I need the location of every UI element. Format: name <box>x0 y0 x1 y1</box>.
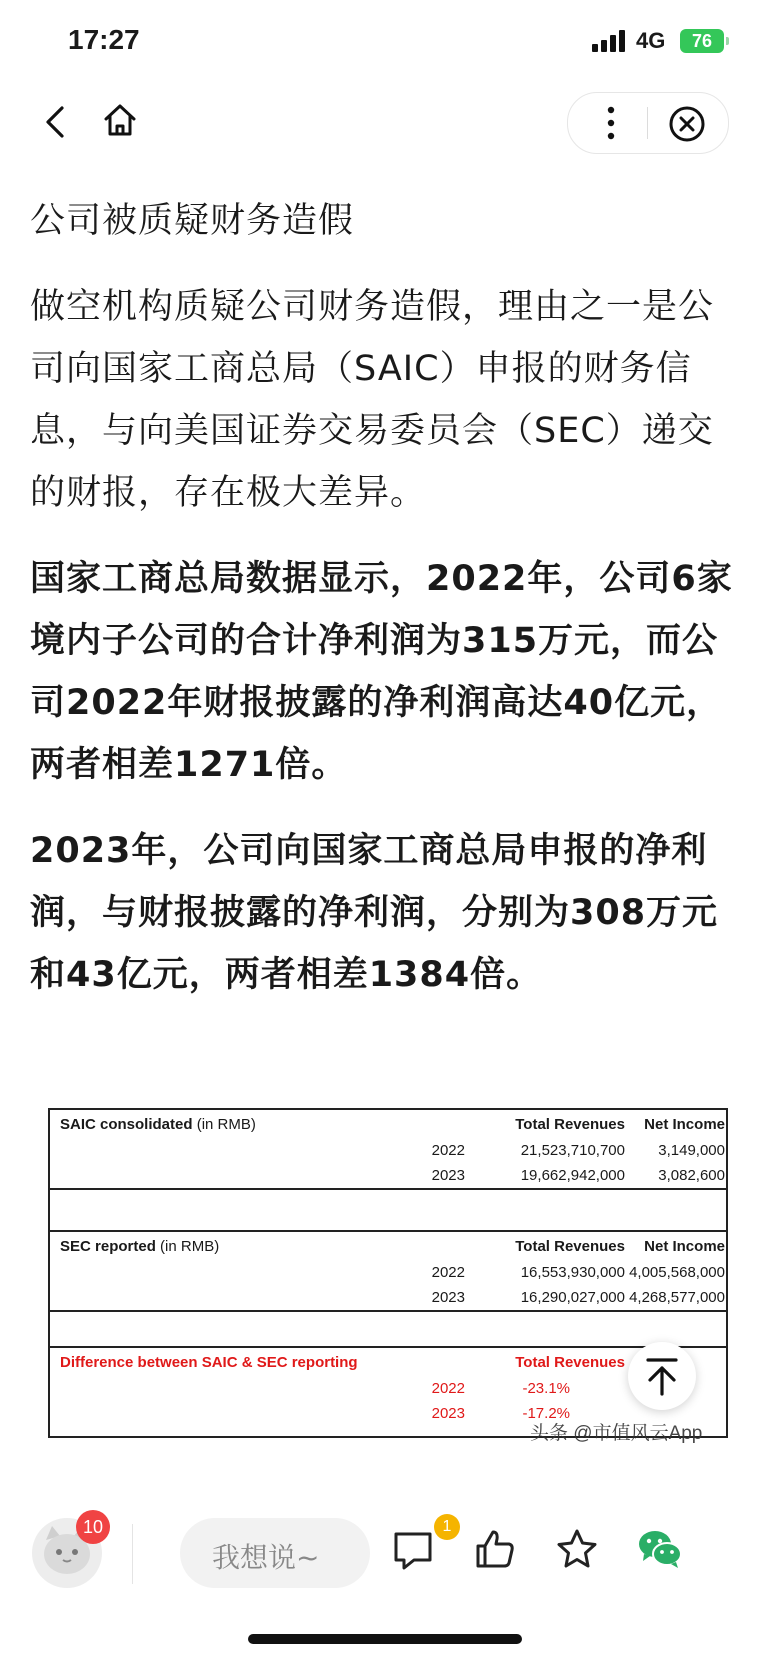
table-row <box>50 1260 726 1286</box>
table-spacer <box>50 1190 726 1232</box>
more-vertical-icon[interactable] <box>596 105 626 141</box>
net-income-cell: 4,005,568,000 <box>629 1264 725 1281</box>
status-time: 17:27 <box>68 24 140 55</box>
year-cell: 2023 <box>431 1167 465 1184</box>
revenue-diff-cell: -23.1% <box>522 1380 570 1397</box>
watermark: 头条 @市值风云App <box>530 1423 703 1444</box>
year-cell: 2023 <box>431 1405 465 1422</box>
article-body <box>30 190 738 1006</box>
input-placeholder: 我想说~ <box>212 1541 320 1574</box>
year-cell: 2023 <box>431 1289 465 1306</box>
table-row <box>50 1285 726 1311</box>
revenue-cell: 16,290,027,000 <box>520 1289 625 1306</box>
signal-icon <box>592 30 628 52</box>
table-row <box>50 1112 726 1138</box>
table-row <box>50 1376 726 1402</box>
revenue-cell: 19,662,942,000 <box>520 1167 625 1184</box>
star-icon[interactable] <box>554 1526 600 1572</box>
table-section-saic <box>50 1110 726 1190</box>
comment-input[interactable] <box>180 1518 370 1588</box>
mini-program-capsule <box>567 92 729 154</box>
divider <box>132 1524 133 1584</box>
section-label: Difference between SAIC & SEC reporting <box>60 1354 358 1371</box>
year-cell: 2022 <box>431 1380 465 1397</box>
revenue-cell: 21,523,710,700 <box>520 1142 625 1159</box>
close-circle-icon[interactable] <box>668 105 706 143</box>
column-header: Total Revenues <box>515 1238 625 1255</box>
wechat-icon[interactable] <box>636 1526 684 1572</box>
nav-bar <box>0 88 768 168</box>
net-income-cell: 3,149,000 <box>658 1142 725 1159</box>
column-header: Net Income <box>644 1238 725 1255</box>
year-cell: 2022 <box>431 1142 465 1159</box>
notification-badge: 10 <box>76 1510 110 1544</box>
bottom-action-bar <box>0 1510 768 1620</box>
column-header: Net Income <box>644 1116 725 1133</box>
table-row <box>50 1234 726 1260</box>
battery-level: 76 <box>691 31 713 51</box>
table-section-sec <box>50 1232 726 1312</box>
like-icon[interactable] <box>472 1526 518 1572</box>
paragraph-bold: 2023年，公司向国家工商总局申报的净利润，与财报披露的净利润，分别为308万元和43亿元，两者相差1384倍。 <box>30 831 719 995</box>
column-header: Total Revenues <box>515 1354 625 1371</box>
table-row <box>50 1163 726 1189</box>
arrow-up-icon <box>628 1342 696 1410</box>
capsule-divider <box>647 107 648 139</box>
comparison-table-image[interactable] <box>48 1108 728 1438</box>
revenue-diff-cell: -17.2% <box>522 1405 570 1422</box>
chevron-left-icon[interactable] <box>36 102 76 142</box>
paragraph-bold: 国家工商总局数据显示，2022年，公司6家境内子公司的合计净利润为315万元，而公司2022年财报披露的净利润高达40亿元，两者相差1271倍。 <box>30 559 733 785</box>
scroll-to-top-button[interactable] <box>628 1342 696 1410</box>
table-row <box>50 1138 726 1164</box>
section-label: SAIC consolidated (in RMB) <box>60 1116 256 1133</box>
section-label: SEC reported (in RMB) <box>60 1238 220 1255</box>
home-icon[interactable] <box>100 100 140 140</box>
table-row <box>50 1350 726 1376</box>
net-income-cell: 3,082,600 <box>658 1167 725 1184</box>
column-header: Total Revenues <box>515 1116 625 1133</box>
net-income-cell: 4,268,577,000 <box>629 1289 725 1306</box>
revenue-cell: 16,553,930,000 <box>520 1264 625 1281</box>
year-cell: 2022 <box>431 1264 465 1281</box>
section-heading: 公司被质疑财务造假 <box>30 201 355 241</box>
paragraph: 做空机构质疑公司财务造假，理由之一是公司向国家工商总局（SAIC）申报的财务信息，与向美国证券交易委员会（SEC）递交的财报，存在极大差异。 <box>30 287 715 513</box>
network-type: 4G <box>636 28 666 53</box>
table-spacer <box>50 1312 726 1348</box>
comment-count-badge: 1 <box>434 1514 460 1540</box>
comment-icon[interactable] <box>390 1526 436 1572</box>
home-indicator <box>248 1634 522 1644</box>
status-bar <box>0 0 768 80</box>
battery-icon <box>680 29 724 53</box>
